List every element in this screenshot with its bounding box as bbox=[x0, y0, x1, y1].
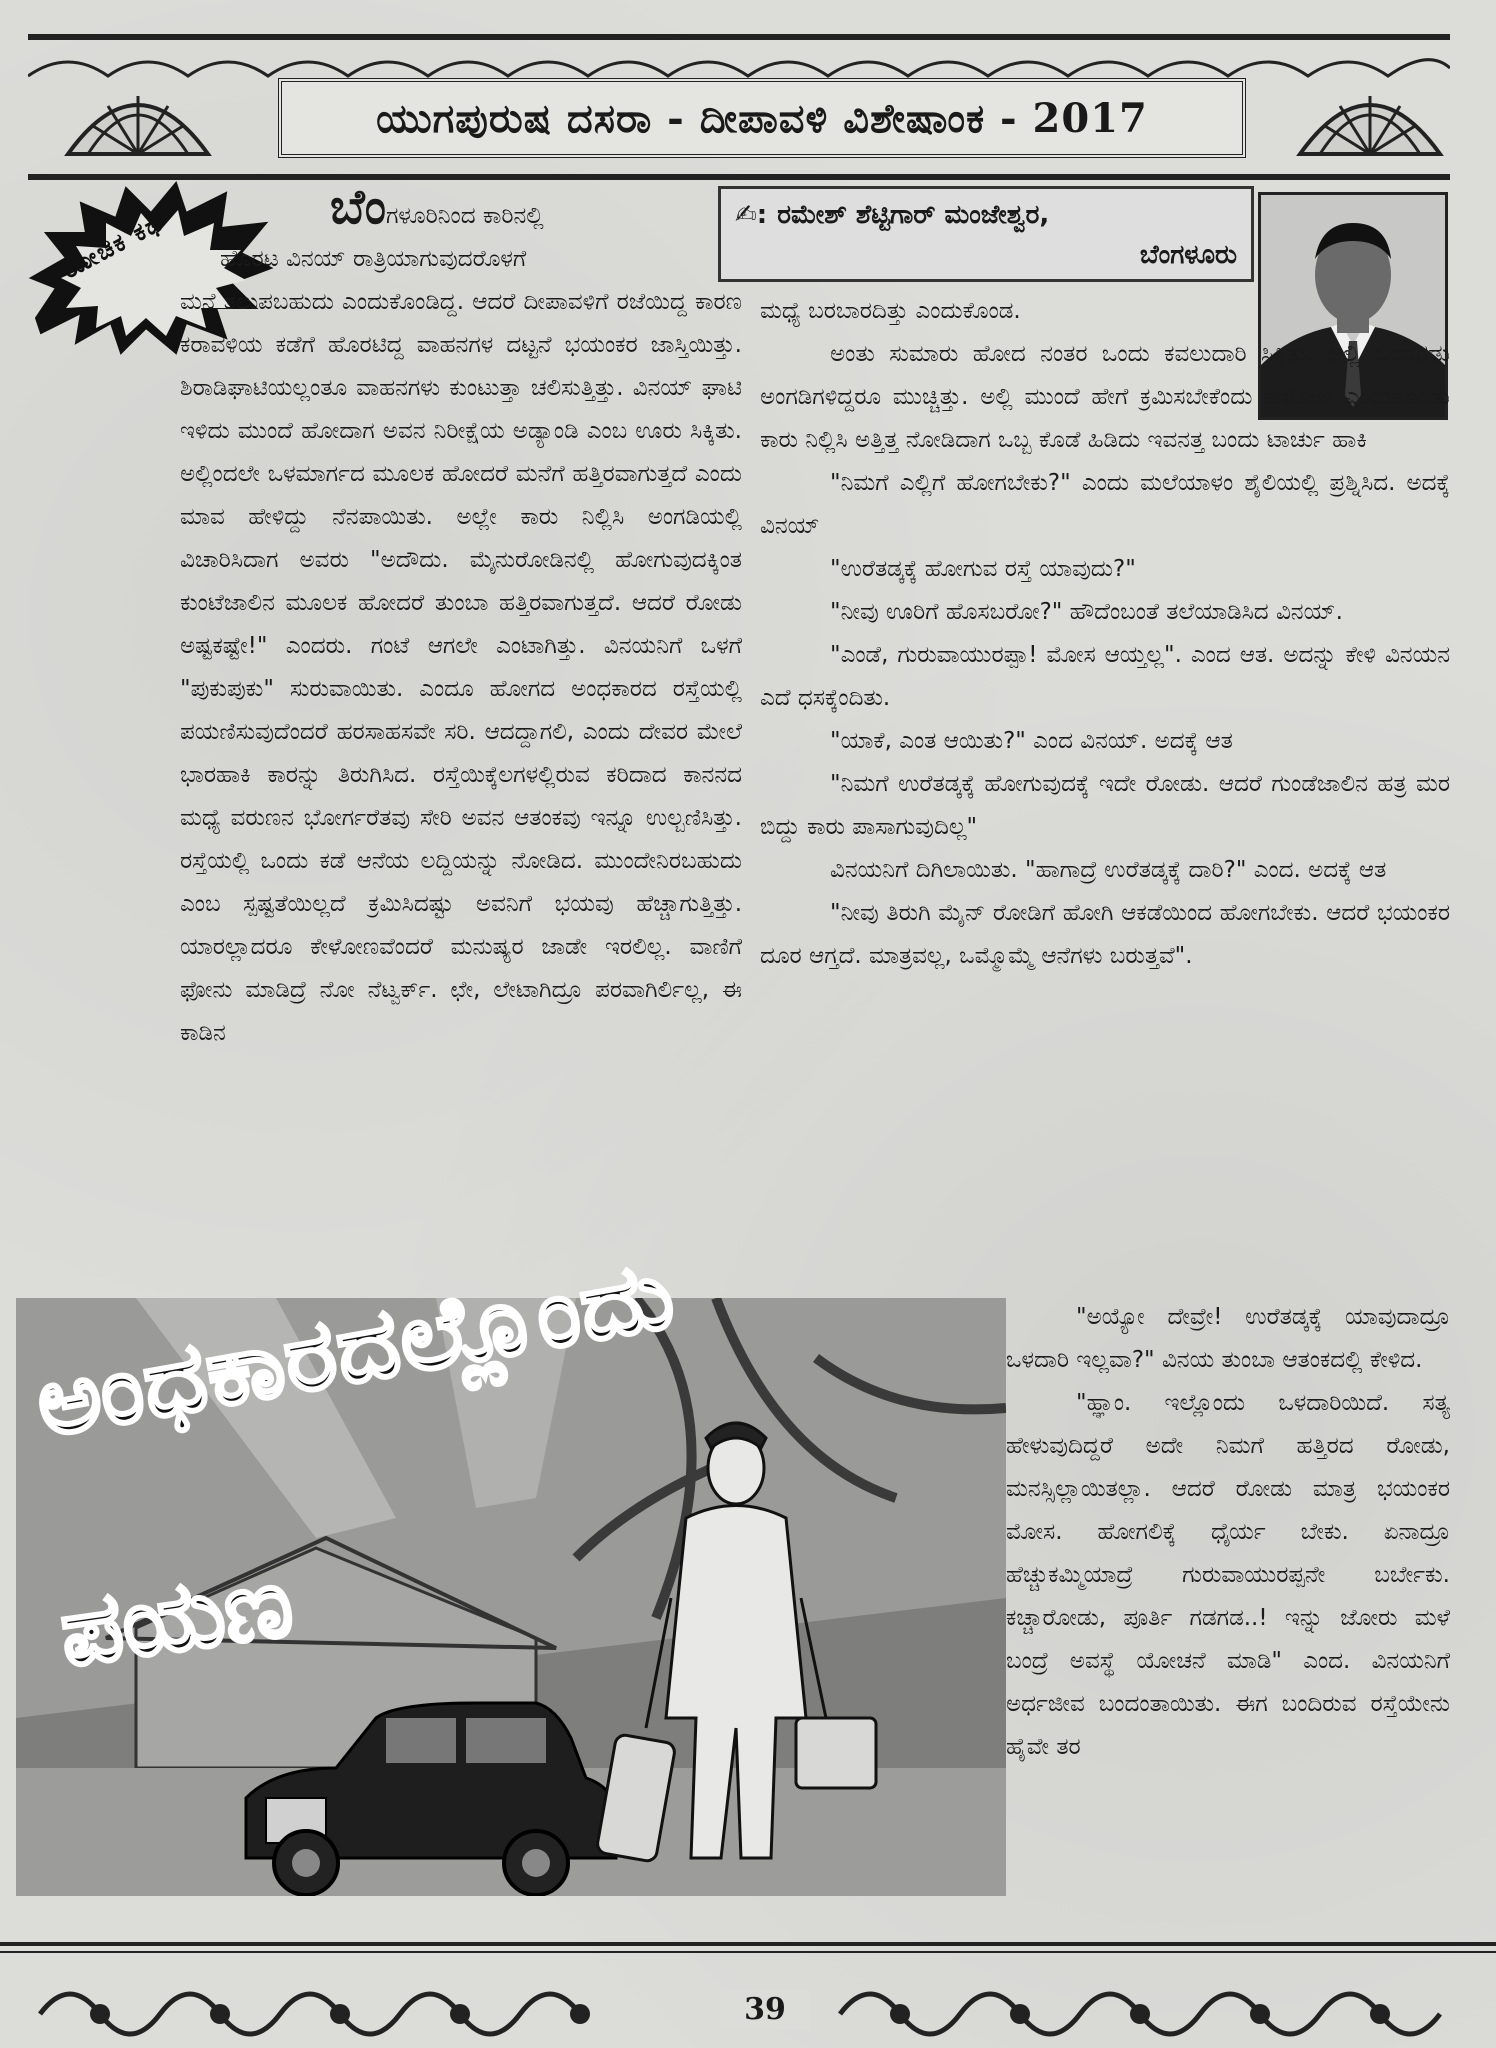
pen-icon: ✍: bbox=[735, 200, 768, 230]
page-number: 39 bbox=[720, 1990, 810, 2030]
paragraph: ಮನೆ ತಲುಪಬಹುದು ಎಂದುಕೊಂಡಿದ್ದ. ಆದರೆ ದೀಪಾವಳಿಗೆ ರಜೆಯಿದ್ದ ಕಾರಣ ಕರಾವಳಿಯ ಕಡೆಗೆ ಹೊರಟಿದ್ದ ವಾಹನಗಳ ದಟ್ಟನೆ ಭಯಂಕರ ಜಾಸ್ತಿಯಿತ್ತು. ಶಿರಾಡಿಘಾಟಿಯಲ್ಲಂತೂ ವಾಹನಗಳು ಕುಂಟುತ್ತಾ ಚಲಿಸುತ್ತಿತ್ತು. ವಿನಯ್ ಘಾಟಿ ಇಳಿದು ಮುಂದೆ ಹೋದಾಗ ಅವನ ನಿರೀಕ್ಷೆಯ ಅಡ್ಯಾಂಡಿ ಎಂಬ ಊರು ಸಿಕ್ಕಿತು. ಅಲ್ಲಿಂದಲೇ ಒಳಮಾರ್ಗದ ಮೂಲಕ ಹೋದರೆ ಮನೆಗೆ ಹತ್ತಿರವಾಗುತ್ತದೆ ಎಂದು ಮಾವ ಹೇಳಿದ್ದು ನೆನಪಾಯಿತು. ಅಲ್ಲೇ ಕಾರು ನಿಲ್ಲಿಸಿ ಅಂಗಡಿಯಲ್ಲಿ ವಿಚಾರಿಸಿದಾಗ ಅವರು "ಅದೌದು. ಮೈನುರೋಡಿನಲ್ಲಿ ಹೋಗುವುದಕ್ಕಿಂತ ಕುಂಟೆಜಾಲಿನ ಮೂಲಕ ಹೋದರೆ ತುಂಬಾ ಹತ್ತಿರವಾಗುತ್ತದೆ. ಆದರೆ ರೋಡು ಅಷ್ಟಕಷ್ಟೇ!" ಎಂದರು. ಗಂಟೆ ಆಗಲೇ ಎಂಟಾಗಿತ್ತು. ವಿನಯನಿಗೆ ಒಳಗೆ "ಪುಕುಪುಕು" ಸುರುವಾಯಿತು. ಎಂದೂ ಹೋಗದ ಅಂಧಕಾರದ ರಸ್ತೆಯಲ್ಲಿ ಪಯಣಿಸುವುದೆಂದರೆ ಹರಸಾಹಸವೇ ಸರಿ. ಆದದ್ದಾಗಲಿ, ಎಂದು ದೇವರ ಮೇಲೆ ಭಾರಹಾಕಿ ಕಾರನ್ನು ತಿರುಗಿಸಿದ. ರಸ್ತೆಯಿಕ್ಕೆಲಗಳಲ್ಲಿರುವ ಕರಿದಾದ ಕಾನನದ ಮಧ್ಯೆ ವರುಣನ ಭೋರ್ಗರೆತವು ಸೇರಿ ಅವನ ಆತಂಕವು ಇನ್ನೂ ಉಲ್ಬಣಿಸಿತ್ತು. ರಸ್ತೆಯಲ್ಲಿ ಒಂದು ಕಡೆ ಆನೆಯ ಲದ್ದಿಯನ್ನು ನೋಡಿದ. ಮುಂದೇನಿರಬಹುದು ಎಂಬ ಸ್ಪಷ್ಟತೆಯಿಲ್ಲದೆ ಕ್ರಮಿಸಿದಷ್ಟು ಅವನಿಗೆ ಭಯವು ಹೆಚ್ಚಾಗುತ್ತಿತ್ತು. ಯಾರಲ್ಲಾದರೂ ಕೇಳೋಣವೆಂದರೆ ಮನುಷ್ಯರ ಜಾಡೇ ಇರಲಿಲ್ಲ. ವಾಣಿಗೆ ಫೋನು ಮಾಡಿದ್ರೆ ನೋ ನೆಟ್ವರ್ಕ್. ಛೇ, ಲೇಟಾಗಿದ್ರೂ ಪರವಾಗಿರ್ಲಿಲ್ಲ, ಈ ಕಾಡಿನ bbox=[180, 289, 742, 1046]
paragraph: ಅಂತು ಸುಮಾರು ಹೋದ ನಂತರ ಒಂದು ಕವಲುದಾರಿ ಸಿಕ್ಕಿತು. ಅಲ್ಲಿ ಒಂದೆರಡು ಅಂಗಡಿಗಳಿದ್ದರೂ ಮುಚ್ಚಿತ್ತು. ಅಲ್ಲಿ ಮುಂದೆ ಹೇಗೆ ಕ್ರಮಿಸಬೇಕೆಂದು ಕೇಳೋಣ ಎಂದುಕೊಂಡು ಕಾರು ನಿಲ್ಲಿಸಿ ಅತ್ತಿತ್ತ ನೋಡಿದಾಗ ಒಬ್ಬ ಕೊಡೆ ಹಿಡಿದು ಇವನತ್ತ ಬಂದು ಟಾರ್ಚು ಹಾಕಿ bbox=[760, 341, 1450, 453]
right-text-column bbox=[760, 290, 1450, 978]
left-text-column bbox=[30, 179, 742, 1055]
paragraph: "ಹ್ಞಾಂ. ಇಲ್ಲೊಂದು ಒಳದಾರಿಯಿದೆ. ಸತ್ಯ ಹೇಳುವುದಿದ್ದರೆ ಅದೇ ನಿಮಗೆ ಹತ್ತಿರದ ರೋಡು, ಮನಸ್ಸಿಲ್ಲಾಯಿತಲ್ಲಾ. ಆದರೆ ರೋಡು ಮಾತ್ರ ಭಯಂಕರ ಮೋಸ. ಹೋಗಲಿಕ್ಕೆ ಧೈರ್ಯ ಬೇಕು. ಏನಾದ್ರೂ ಹೆಚ್ಚುಕಮ್ಮಿಯಾದ್ರೆ ಗುರುವಾಯುರಪ್ಪನೇ ಬರ್ಬೇಕು. ಕಚ್ಚಾರೋಡು, ಪೂರ್ತಿ ಗಡಗಡ..! ಇನ್ನು ಜೋರು ಮಳೆ ಬಂದ್ರೆ ಅವಸ್ಥೆ ಯೋಚನೆ ಮಾಡಿ" ಎಂದ. ವಿನಯನಿಗೆ ಅರ್ಧಜೀವ ಬಂದಂತಾಯಿತು. ಈಗ ಬಂದಿರುವ ರಸ್ತೆಯೇನು ಹೈವೇ ತರ bbox=[1006, 1390, 1450, 1760]
story-title-line1: ಅಂಧಕಾರದಲ್ಲೊಂದು bbox=[28, 1235, 684, 1460]
paragraph: "ಎಂಡೆ, ಗುರುವಾಯುರಪ್ಪಾ! ಮೋಸ ಆಯ್ತಲ್ಲ". ಎಂದ ಆತ. ಅದನ್ನು ಕೇಳಿ ವಿನಯನ ಎದೆ ಧಸಕ್ಕೆಂದಿತು. bbox=[760, 642, 1450, 711]
left-fan-ornament bbox=[58, 66, 218, 156]
paragraph: ಮಧ್ಯೆ ಬರಬಾರದಿತ್ತು ಎಂದುಕೊಂಡ. bbox=[760, 298, 1021, 324]
paragraph: ಹೊರಟ ವಿನಯ್ ರಾತ್ರಿಯಾಗುವುದರೊಳಗೆ bbox=[220, 246, 527, 272]
author-place: ಬೆಂಗಳೂರು bbox=[1139, 240, 1237, 270]
paragraph: "ನಿಮಗೆ ಉರೆತಡ್ಕಕ್ಕೆ ಹೋಗುವುದಕ್ಕೆ ಇದೇ ರೋಡು. ಆದರೆ ಗುಂಡೆಜಾಲಿನ ಹತ್ರ ಮರ ಬಿದ್ದು ಕಾರು ಪಾಸಾಗುವುದಿಲ್ಲ" bbox=[760, 771, 1450, 840]
bottom-right-text-column bbox=[1006, 1296, 1450, 1769]
paragraph: "ನೀವು ಊರಿಗೆ ಹೊಸಬರೋ?" ಹೌದೆಂಬಂತೆ ತಲೆಯಾಡಿಸಿದ ವಿನಯ್. bbox=[830, 599, 1343, 625]
paragraph: "ಉರೆತಡ್ಕಕ್ಕೆ ಹೋಗುವ ರಸ್ತೆ ಯಾವುದು?" bbox=[830, 556, 1136, 582]
story-title-line2: ಪಯಣ bbox=[53, 1544, 300, 1689]
right-fan-ornament bbox=[1290, 66, 1450, 156]
story-type-label: ರೋಚಕ ಕಥೆ bbox=[57, 207, 169, 285]
paragraph: ವಿನಯನಿಗೆ ದಿಗಿಲಾಯಿತು. "ಹಾಗಾದ್ರೆ ಉರೆತಡ್ಕಕ್ಕೆ ದಾರಿ?" ಎಂದ. ಅದಕ್ಕೆ ಆತ bbox=[830, 857, 1387, 883]
paragraph: "ಅಯ್ಯೋ ದೇವ್ರೇ! ಉರೆತಡ್ಕಕ್ಕೆ ಯಾವುದಾದ್ರೂ ಒಳದಾರಿ ಇಲ್ಲವಾ?" ವಿನಯ ತುಂಬಾ ಆತಂಕದಲ್ಲಿ ಕೇಳಿದ. bbox=[1006, 1304, 1450, 1373]
paragraph: "ಯಾಕೆ, ಎಂತ ಆಯಿತು?" ಎಂದ ವಿನಯ್. ಅದಕ್ಕೆ ಆತ bbox=[830, 728, 1233, 754]
paragraph: "ನಿಮಗೆ ಎಲ್ಲಿಗೆ ಹೋಗಬೇಕು?" ಎಂದು ಮಲೆಯಾಳಂ ಶೈಲಿಯಲ್ಲಿ ಪ್ರಶ್ನಿಸಿದ. ಅದಕ್ಕೆ ವಿನಯ್ bbox=[760, 470, 1450, 539]
header-arch-ornament bbox=[28, 48, 1450, 78]
author-byline bbox=[718, 186, 1254, 282]
paragraph: "ನೀವು ತಿರುಗಿ ಮೈನ್ ರೋಡಿಗೆ ಹೋಗಿ ಆಕಡೆಯಿಂದ ಹೋಗಬೇಕು. ಆದರೆ ಭಯಂಕರ ದೂರ ಆಗ್ತದೆ. ಮಾತ್ರವಲ್ಲ, ಒಮ್ಮೊಮ್ಮೆ ಆನೆಗಳು ಬರುತ್ತವೆ". bbox=[760, 900, 1450, 969]
drop-cap: ಬೆಂ bbox=[330, 179, 386, 235]
author-name: ರಮೇಶ್ ಶೆಟ್ಟಿಗಾರ್ ಮಂಜೇಶ್ವರ, bbox=[777, 200, 1050, 230]
paragraph: ಗಳೂರಿನಿಂದ ಕಾರಿನಲ್ಲಿ bbox=[385, 203, 544, 229]
header-title: ಯುಗಪುರುಷ ದಸರಾ - ದೀಪಾವಳಿ ವಿಶೇಷಾಂಕ - 2017 bbox=[278, 78, 1246, 158]
